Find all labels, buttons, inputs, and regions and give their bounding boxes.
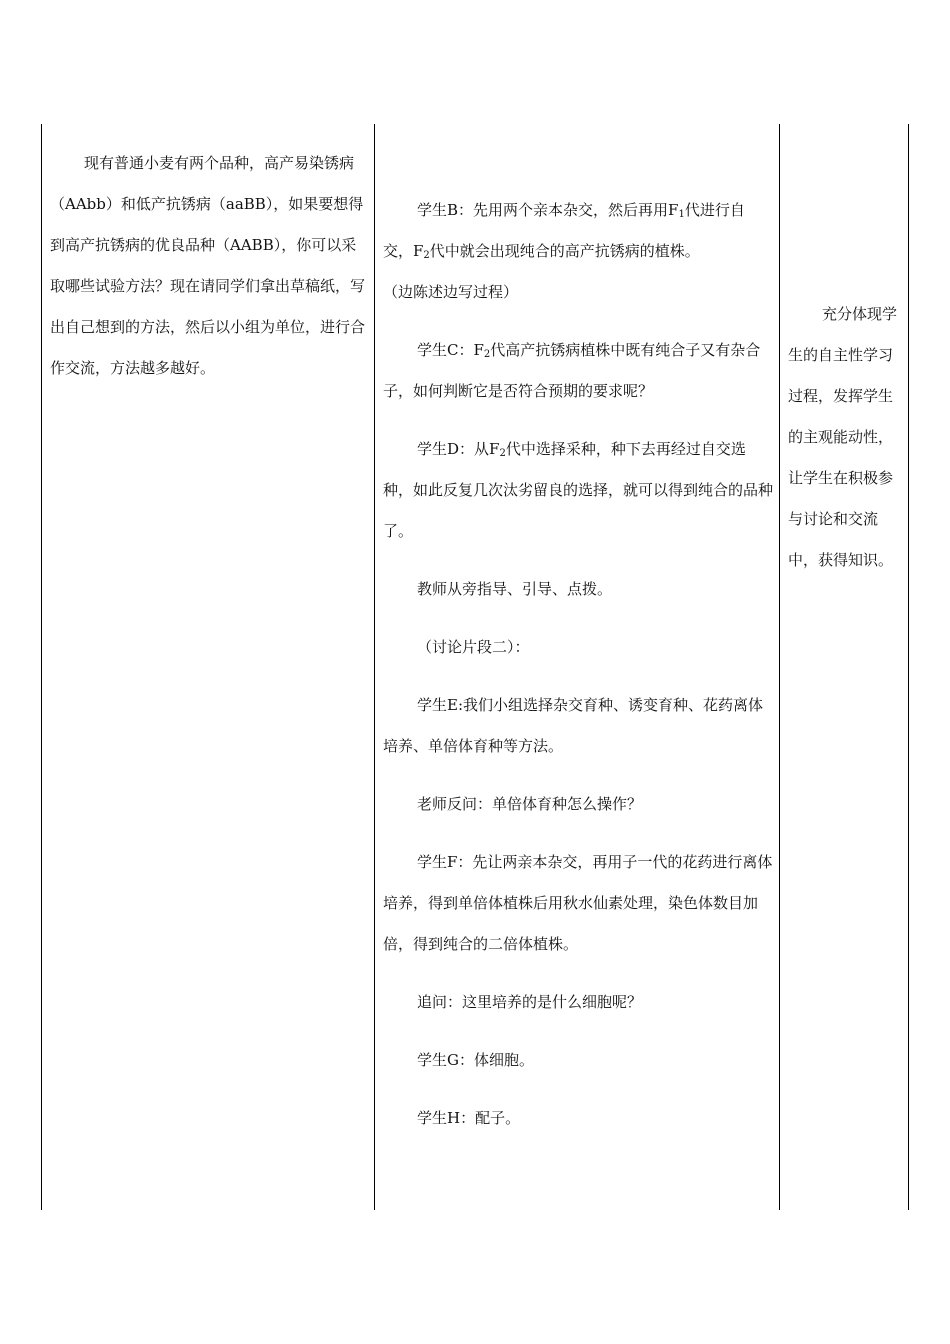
student-c-paragraph: 学生C：$F_2$代高产抗锈病植株中既有纯合子又有杂合子，如何判断它是否符合预期的要求呢？ (383, 341, 761, 400)
student-b-note: （边陈述边写过程） (383, 283, 519, 301)
discussion-segment-two: （讨论片段二）： (417, 638, 530, 656)
right-column-cell (788, 124, 900, 581)
teacher-question: 老师反问：单倍体育种怎么操作？ (417, 795, 643, 813)
student-e-paragraph: 学生E:我们小组选择杂交育种、诱变育种、花药离体培养、单倍体育种等方法。 (383, 696, 764, 755)
student-d-paragraph: 学生D：从$F_2$代中选择采种，种下去再经过自交选种，如此反复几次汰劣留良的选择，就可以得到纯合的品种了。 (383, 440, 774, 540)
student-f-paragraph: 学生F：先让两亲本杂交，再用子一代的花药进行离体培养，得到单倍体植株后用秋水仙素处理，染色体数目加倍，得到纯合的二倍体植株。 (383, 853, 773, 953)
student-h-paragraph: 学生H：配子。 (417, 1109, 521, 1127)
left-column-paragraph: 现有普通小麦有两个品种，高产易染锈病（AAbb）和低产抗锈病（aaBB），如果要想得到高产抗锈病的优良品种（AABB），你可以采取哪些试验方法？现在请同学们拿出草稿纸，写出自己想到的方法，然后以小组为单位，进行合作交流，方法越多越好。 (50, 154, 366, 377)
right-column-paragraph: 充分体现学生的自主性学习过程，发挥学生的主观能动性，让学生在积极参与讨论和交流中，获得知识。 (788, 305, 898, 569)
student-b-paragraph: 学生B：先用两个亲本杂交，然后再用$F_1$代进行自交，$F_2$代中就会出现纯合的高产抗锈病的植株。 （边陈述边写过程） (383, 201, 745, 301)
table-border-right (908, 124, 909, 1210)
table-border-left (41, 124, 42, 1210)
table-border-col3 (779, 124, 780, 1210)
middle-column-cell (383, 124, 773, 1156)
student-g-paragraph: 学生G：体细胞。 (417, 1051, 534, 1069)
table-border-col2 (374, 124, 375, 1210)
follow-up-question: 追问：这里培养的是什么细胞呢？ (417, 993, 643, 1011)
teacher-guidance: 教师从旁指导、引导、点拨。 (417, 580, 613, 598)
left-column-cell (50, 124, 365, 389)
